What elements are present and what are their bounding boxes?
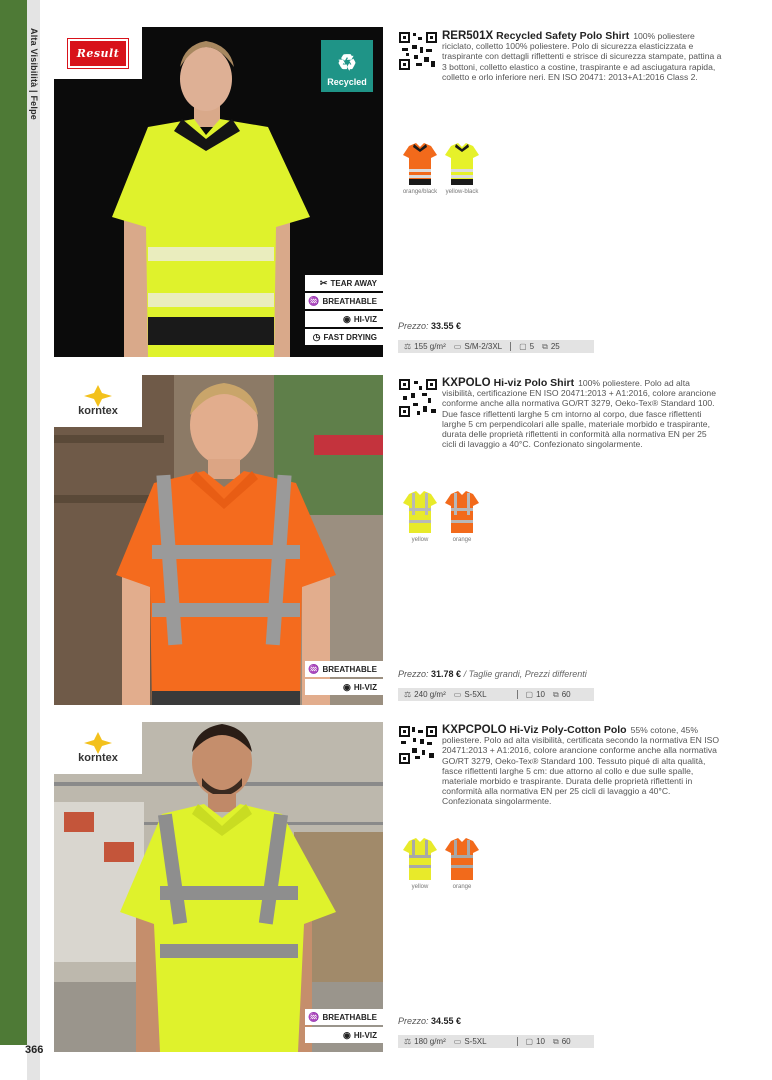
product-name: Hi-viz Polo Shirt <box>493 377 575 389</box>
korntex-star-icon <box>84 732 112 754</box>
qr-code <box>398 31 438 71</box>
clock-icon: ◷ <box>312 331 321 342</box>
spec-bar: ⚖ 240 g/m² ▭ S-5XL ▢ 10 ⧉ 60 <box>398 688 594 701</box>
swatch-orange[interactable]: orange <box>443 837 481 890</box>
feature-breathable: ♒ BREATHABLE <box>305 293 383 309</box>
feature-hi-viz: ◉ HI-VIZ <box>305 1027 383 1043</box>
product-text: 100% poliestere riciclato, colletto 100% poliestere. Polo di sicurezza elasticizzata e traspirante con dettagli riflettenti e strisce di sicurezza stampate, pattina a 3 bottoni, colletto elastico a costine, traspirante e ad asciugatura rapida, colletto e orlo inferiore neri. EN ISO 20471: 2013+A1:2016 Class 2. <box>442 31 722 82</box>
pack-icon: ▢ <box>519 342 527 351</box>
price: 34.55 € <box>431 1016 462 1026</box>
product-info-rer501x <box>398 31 723 82</box>
pack-icon: ▢ <box>525 690 534 699</box>
product-code: RER501X <box>442 30 494 42</box>
feature-hi-viz: ◉ HI-VIZ <box>305 679 383 695</box>
qr-code <box>398 725 438 765</box>
breathable-icon: ♒ <box>308 1011 320 1022</box>
swatch-yellow[interactable]: yellow <box>401 490 439 543</box>
shirt-orange-icon <box>445 490 479 534</box>
spec-bar: ⚖ 155 g/m² ▭ S/M-2/3XL ▢ 5 ⧉ 25 <box>398 340 594 353</box>
product-name: Hi-Viz Poly-Cotton Polo <box>509 724 627 736</box>
color-swatches <box>401 142 481 195</box>
eye-icon: ◉ <box>343 681 351 692</box>
recycled-label: Recycled <box>327 77 367 87</box>
product-info-kxpcpolo <box>398 725 723 807</box>
korntex-logo: korntex <box>78 732 118 764</box>
shirt-yellow-icon <box>403 837 437 881</box>
price: 31.78 € <box>431 669 462 679</box>
korntex-star-icon <box>84 385 112 407</box>
brand-badge-korntex <box>54 375 142 427</box>
color-swatches <box>401 490 481 543</box>
swatch-orange-black[interactable]: orange/black <box>401 142 439 195</box>
product-photo-kxpcpolo <box>54 722 383 1052</box>
weight-icon: ⚖ <box>404 690 412 699</box>
carton-icon: ⧉ <box>542 341 548 351</box>
brand-badge-korntex <box>54 722 142 774</box>
price: 33.55 € <box>431 321 462 331</box>
product-info-kxpolo <box>398 378 723 449</box>
page-number: 366 <box>25 1044 44 1056</box>
product-text: 55% cotone, 45% poliestere. Polo ad alta visibilità, certificata secondo la normativa EN ISO 20471:2013 + A1:2016, colore arancione conforme anche alla normativa GO/RT 3279, Oeko-Tex® Standard 100. Tessuto piqué di alta qualità, fasce riflettenti larghe 5 cm: due attorno al collo e due sulle spalle, materiale morbido e traspirante. Durata delle proprietà riflettenti in conformità alla normativa EN per 25 cicli di lavaggio a 40°C. Confezionata singolarmente. <box>442 725 720 807</box>
product-name: Recycled Safety Polo Shirt <box>496 30 630 42</box>
product-text: 100% poliestere. Polo ad alta visibilità, certificazione EN ISO 20471:2013 + A1:2016, colore arancione conforme anche alla normativa GO/RT 3279, Oeko-Tex® Standard 100. Due fasce riflettenti larghe 5 cm intorno al corpo, due fasce riflettenti larghe 5 cm perpendicolari alle spalle, materiale morbido e traspirante, durata delle proprietà riflettenti in conformità alla normativa EN per 25 cicli di lavaggio a 40°C. Confezionato singolarmente. <box>442 378 716 450</box>
section-label: Alta Visibilità | Felpe <box>29 28 39 120</box>
feature-hi-viz: ◉ HI-VIZ <box>305 311 383 327</box>
sidebar-band <box>0 0 27 1045</box>
feature-list <box>305 275 383 345</box>
weight-icon: ⚖ <box>404 342 412 351</box>
product-description <box>442 31 723 82</box>
price-line: Prezzo: 31.78 € / Taglie grandi, Prezzi differenti <box>398 669 587 679</box>
price-note: / Taglie grandi, Prezzi differenti <box>463 669 587 679</box>
result-logo: Result <box>68 39 129 68</box>
feature-breathable: ♒ BREATHABLE <box>305 1009 383 1025</box>
eye-icon: ◉ <box>343 1029 351 1040</box>
shirt-yellow-black-icon <box>445 142 479 186</box>
carton-icon: ⧉ <box>553 1036 559 1046</box>
feature-fast-drying: ◷ FAST DRYING <box>305 329 383 345</box>
size-icon: ▭ <box>453 1037 462 1046</box>
breathable-icon: ♒ <box>308 663 320 674</box>
carton-icon: ⧉ <box>553 689 559 699</box>
product-code: KXPCPOLO <box>442 724 507 736</box>
product-photo-kxpolo <box>54 375 383 705</box>
size-icon: ▭ <box>453 342 462 351</box>
qr-code <box>398 378 438 418</box>
feature-tear-away: ✂ TEAR AWAY <box>305 275 383 291</box>
breathable-icon: ♒ <box>308 295 320 306</box>
swatch-orange[interactable]: orange <box>443 490 481 543</box>
feature-breathable: ♒ BREATHABLE <box>305 661 383 677</box>
shirt-orange-icon <box>445 837 479 881</box>
scissors-icon: ✂ <box>319 277 328 288</box>
product-description <box>442 378 723 449</box>
product-description <box>442 725 723 807</box>
recycled-badge <box>321 40 373 92</box>
feature-list <box>305 1009 383 1043</box>
product-photo-rer501x <box>54 27 383 357</box>
weight-icon: ⚖ <box>404 1037 412 1046</box>
shirt-yellow-icon <box>403 490 437 534</box>
swatch-yellow[interactable]: yellow <box>401 837 439 890</box>
eye-icon: ◉ <box>343 313 351 324</box>
price-line: Prezzo: 34.55 € <box>398 1016 462 1026</box>
size-icon: ▭ <box>453 690 462 699</box>
feature-list <box>305 661 383 695</box>
price-line: Prezzo: 33.55 € <box>398 321 462 331</box>
pack-icon: ▢ <box>525 1037 534 1046</box>
brand-badge-result <box>54 27 142 79</box>
recycle-icon: ♻ <box>337 50 357 75</box>
shirt-orange-black-icon <box>403 142 437 186</box>
sidebar-strip <box>27 0 40 1080</box>
korntex-logo: korntex <box>78 385 118 417</box>
swatch-yellow-black[interactable]: yellow-black <box>443 142 481 195</box>
product-code: KXPOLO <box>442 377 491 389</box>
color-swatches <box>401 837 481 890</box>
spec-bar: ⚖ 180 g/m² ▭ S-5XL ▢ 10 ⧉ 60 <box>398 1035 594 1048</box>
